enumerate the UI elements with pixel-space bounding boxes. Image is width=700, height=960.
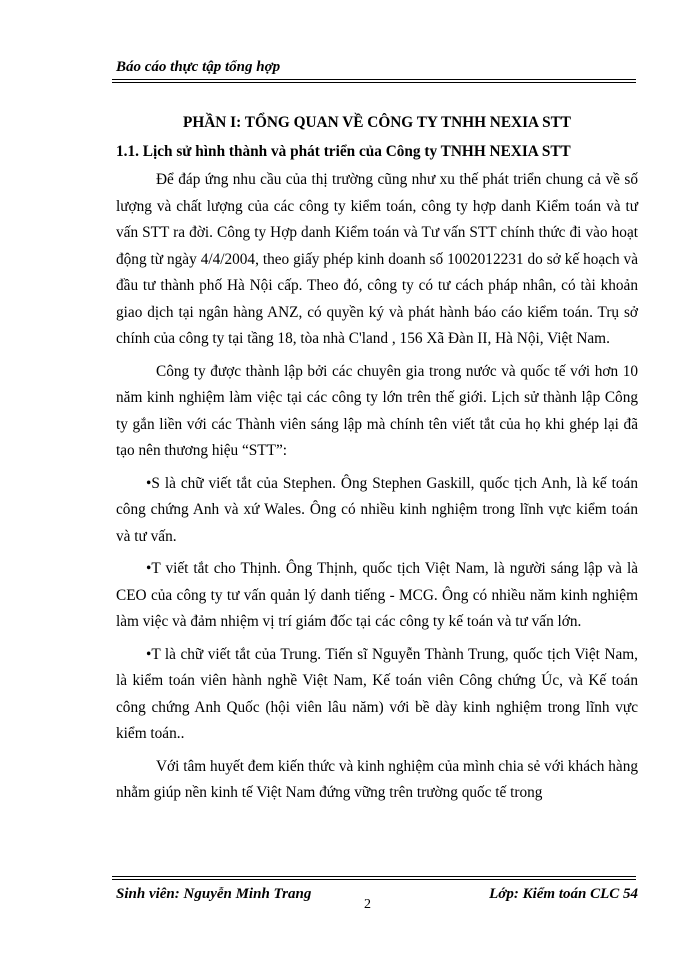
footer-student: Sinh viên: Nguyễn Minh Trang (116, 886, 312, 902)
header-rule (112, 79, 636, 83)
bullet-icon: • (146, 645, 152, 663)
section-title: 1.1. Lịch sử hình thành và phát triển của Công ty TNHH NEXIA STT (116, 142, 571, 160)
page-body (116, 110, 638, 813)
page-number: 2 (364, 897, 371, 912)
part-title: PHẦN I: TỔNG QUAN VỀ CÔNG TY TNHH NEXIA STT (182, 114, 572, 131)
bullet-icon: • (146, 474, 152, 492)
footer-class: Lớp: Kiểm toán CLC 54 (489, 886, 638, 902)
paragraph: Với tâm huyết đem kiến thức và kinh nghiệm của mình chia sẻ với khách hàng nhằm giúp nền kinh tế Việt Nam đứng vững trên trường quốc tế trong (116, 757, 638, 801)
bullet-text: T là chữ viết tắt của Trung. Tiến sĩ Nguyễn Thành Trung, quốc tịch Việt Nam, là kiểm toán viên hành nghề Việt Nam, Kế toán viên Công chứng Úc, và Kế toán công chứng Anh Quốc (hội viên lâu năm) với bề dày kinh nghiệm trong lĩnh vực kiểm toán.. (116, 645, 638, 742)
bullet-text: T viết tắt cho Thịnh. Ông Thịnh, quốc tịch Việt Nam, là người sáng lập và là CEO của công ty tư vấn quản lý danh tiếng - MCG. Ông có nhiều năm kinh nghiệm làm việc và đảm nhiệm vị trí giám đốc tại các công ty kế toán và tư vấn lớn. (116, 560, 638, 630)
footer-rule (112, 876, 636, 880)
bullet-item (116, 556, 638, 636)
running-header: Báo cáo thực tập tổng hợp (116, 59, 281, 75)
bullet-item (116, 642, 638, 748)
bullet-icon: • (146, 560, 152, 577)
bullet-item (116, 471, 638, 551)
paragraph: Để đáp ứng nhu cầu của thị trường cũng như xu thế phát triển chung cả về số lượng và chất lượng của các công ty kiểm toán, công ty hợp danh Kiểm toán và tư vấn STT ra đời. Công ty Hợp danh Kiểm toán và Tư vấn STT chính thức đi vào hoạt động từ ngày 4/4/2004, theo giấy phép kinh doanh số 1002012231 do sở kế hoạch và đầu tư thành phố Hà Nội cấp. Theo đó, công ty có tư cách pháp nhân, có tài khoản giao dịch tại ngân hàng ANZ, có quyền ký và phát hành báo cáo kiểm toán. Trụ sở chính của công ty tại tầng 18, tòa nhà C'land , 156 Xã Đàn II, Hà Nội, Việt Nam. (116, 171, 638, 347)
paragraph: Công ty được thành lập bởi các chuyên gia trong nước và quốc tế với hơn 10 năm kinh nghiệm làm việc tại các công ty lớn trên thế giới. Lịch sử thành lập Công ty gắn liền với các Thành viên sáng lập mà chính tên viết tắt của họ khi ghép lại đã tạo nên thương hiệu “STT”: (116, 362, 638, 459)
bullet-text: S là chữ viết tắt của Stephen. Ông Stephen Gaskill, quốc tịch Anh, là kế toán công chứng Anh và xứ Wales. Ông có nhiều kinh nghiệm trong lĩnh vực kiểm toán và tư vấn. (116, 474, 638, 545)
